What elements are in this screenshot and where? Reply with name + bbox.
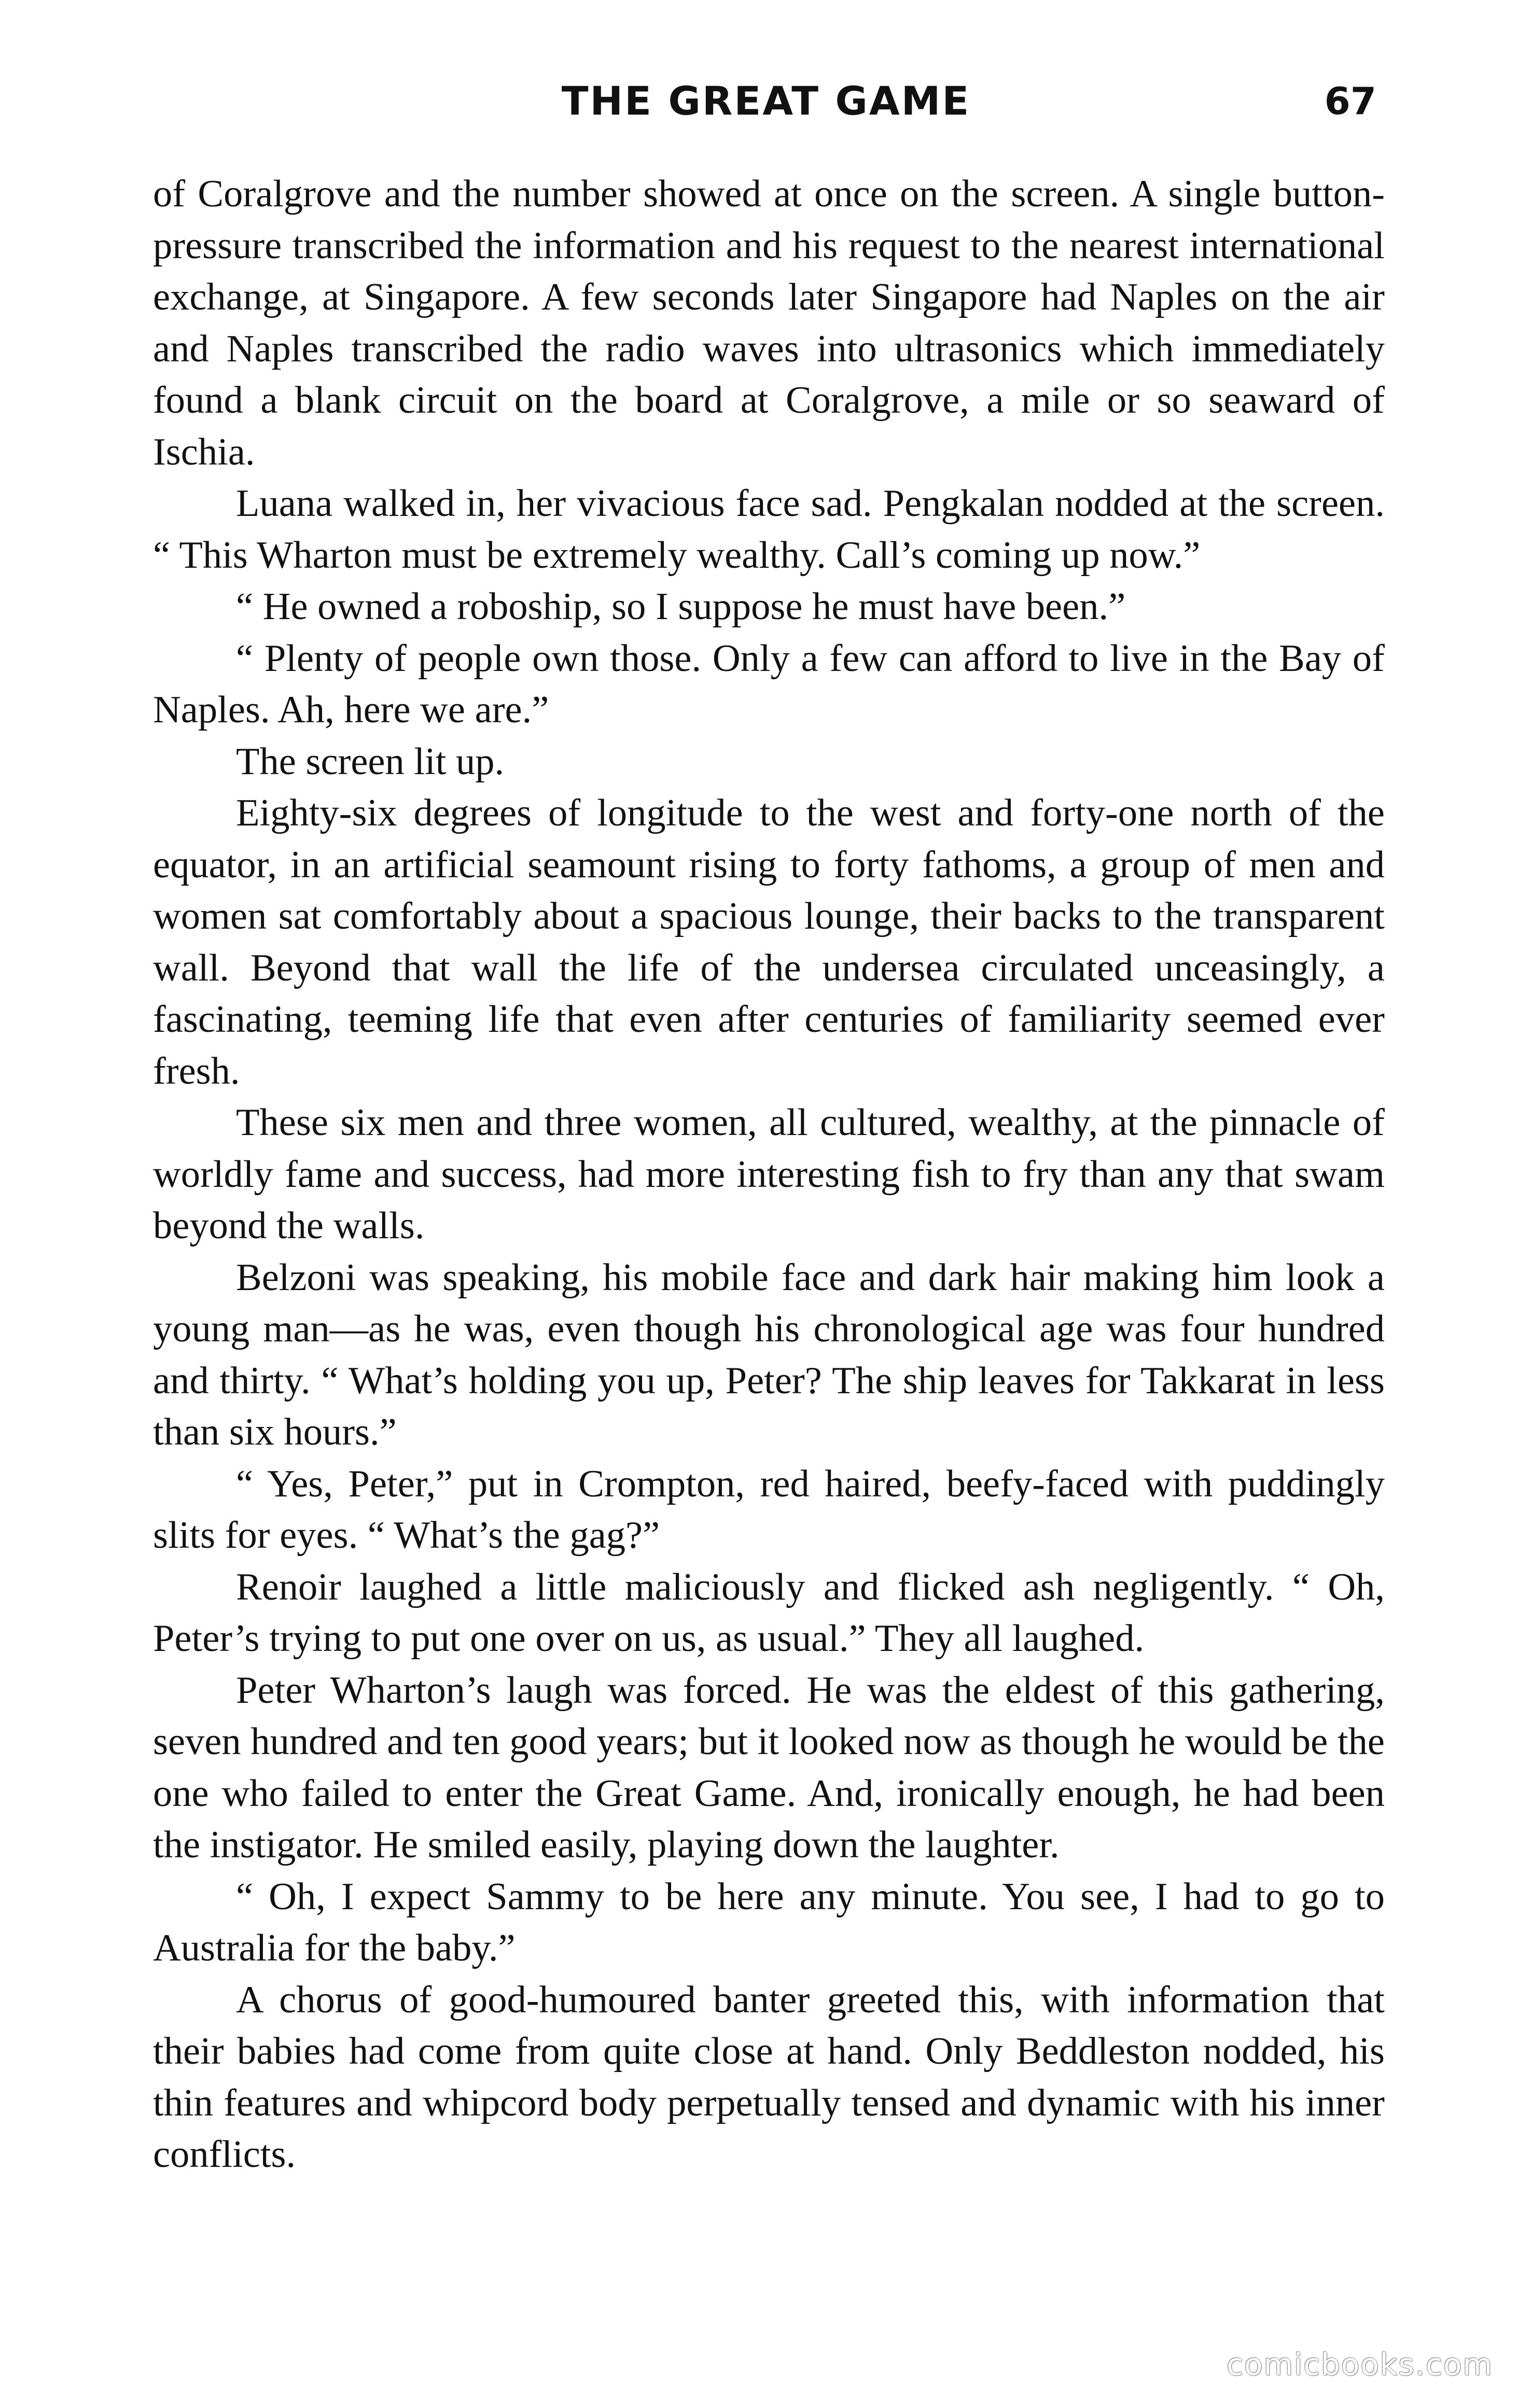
page-header <box>0 73 1532 130</box>
paragraph: Peter Wharton’s laugh was forced. He was the eldest of this gathering, seven hundred and ten good years; but it looked now as though he would be the one who failed to enter the Great Game. And, ironically enough, he had been the instigator. He smiled easily, playing down the laughter. <box>153 1669 1385 1866</box>
running-title: THE GREAT GAME <box>561 78 971 124</box>
paragraph: “ Yes, Peter,” put in Crompton, red haired, beefy-faced with puddingly slits for eyes. “ What’s the gag?” <box>153 1462 1385 1557</box>
paragraph: “ He owned a roboship, so I suppose he must have been.” <box>236 585 1126 628</box>
paragraph: Belzoni was speaking, his mobile face and dark hair making him look a young man—as he was, even though his chronological age was four hundred and thirty. “ What’s holding you up, Peter? The ship leaves for Takkarat in less than six hours.” <box>153 1256 1385 1453</box>
body-text <box>153 169 1385 2181</box>
page-number: 67 <box>1324 79 1376 123</box>
paragraph: Luana walked in, her vivacious face sad. Pengkalan nodded at the screen. “ This Wharton must be extremely wealthy. Call’s coming up now.” <box>153 482 1385 577</box>
paragraph: “ Plenty of people own those. Only a few can afford to live in the Bay of Naples. Ah, here we are.” <box>153 637 1385 731</box>
watermark: comicbooks.com <box>1227 2347 1493 2382</box>
paragraph: “ Oh, I expect Sammy to be here any minute. You see, I had to go to Australia for the baby.” <box>153 1875 1385 1969</box>
paragraph: Eighty-six degrees of longitude to the west and forty-one north of the equator, in an artificial seamount rising to forty fathoms, a group of men and women sat comfortably about a spacious lounge, their backs to the transparent wall. Beyond that wall the life of the undersea circulated unceasingly, a fascinating, teeming life that even after centuries of familiarity seemed ever fresh. <box>153 792 1385 1093</box>
paragraph: Renoir laughed a little maliciously and flicked ash negligently. “ Oh, Peter’s trying to put one over on us, as usual.” They all laughed. <box>153 1565 1385 1660</box>
paragraph: These six men and three women, all cultured, wealthy, at the pinnacle of worldly fame and success, had more interesting fish to fry than any that swam beyond the walls. <box>153 1101 1385 1247</box>
paragraph: The screen lit up. <box>236 740 505 783</box>
paragraph: of Coralgrove and the number showed at once on the screen. A single button-pressure transcribed the information and his request to the nearest international exchange, at Singapore. A few seconds later Singapore had Naples on the air and Naples transcribed the radio waves into ultrasonics which immediately found a blank circuit on the board at Coralgrove, a mile or so seaward of Ischia. <box>153 173 1385 473</box>
paragraph: A chorus of good-humoured banter greeted this, with information that their babies had come from quite close at hand. Only Beddleston nodded, his thin features and whipcord body perpetually tensed and dynamic with his inner conflicts. <box>153 1978 1385 2176</box>
